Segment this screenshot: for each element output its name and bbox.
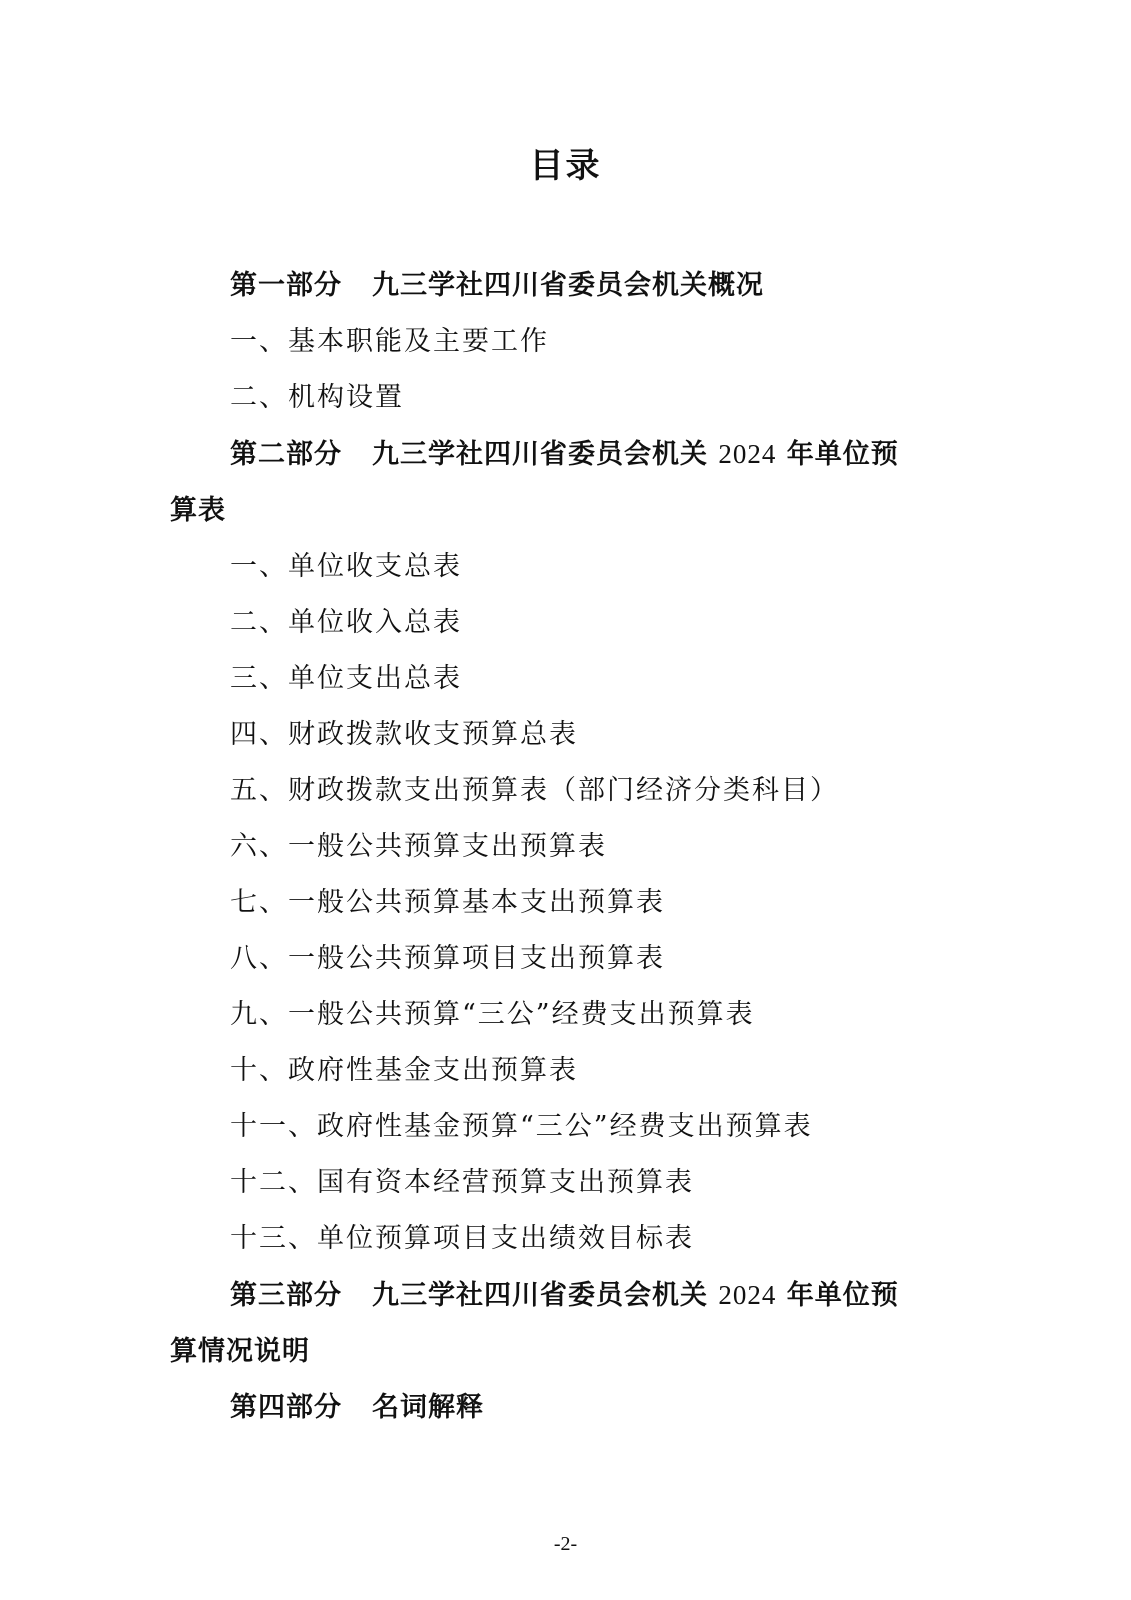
toc-item: 八、一般公共预算项目支出预算表 xyxy=(230,943,665,974)
toc-item: 五、财政拨款支出预算表（部门经济分类科目） xyxy=(230,775,839,806)
toc-part-3-year: 2024 xyxy=(718,1280,777,1310)
toc-item: 二、单位收入总表 xyxy=(230,607,462,638)
toc-item: 二、机构设置 xyxy=(230,382,404,413)
toc-item: 四、财政拨款收支预算总表 xyxy=(230,719,578,750)
toc-item: 七、一般公共预算基本支出预算表 xyxy=(230,887,665,918)
page-title: 目录 xyxy=(529,146,602,186)
toc-part-3-title-post: 年单位预 xyxy=(776,1280,899,1311)
toc-part-3-label: 第三部分 xyxy=(230,1280,342,1311)
table-of-contents xyxy=(170,258,950,1436)
toc-item: 十二、国有资本经营预算支出预算表 xyxy=(230,1167,694,1198)
toc-part-3-title-pre: 九三学社四川省委员会机关 xyxy=(372,1280,719,1311)
page-number: -2- xyxy=(553,1533,578,1555)
toc-part-4-label: 第四部分 xyxy=(230,1392,342,1423)
toc-item: 十三、单位预算项目支出绩效目标表 xyxy=(230,1223,694,1254)
toc-item: 九、一般公共预算“三公”经费支出预算表 xyxy=(230,999,755,1030)
toc-item: 六、一般公共预算支出预算表 xyxy=(230,831,607,862)
toc-part-2-year: 2024 xyxy=(718,439,777,469)
toc-part-1 xyxy=(170,258,950,314)
toc-item: 十一、政府性基金预算“三公”经费支出预算表 xyxy=(230,1111,813,1142)
toc-part-3-continued: 算情况说明 xyxy=(170,1336,310,1367)
toc-part-1-title: 九三学社四川省委员会机关概况 xyxy=(372,270,764,301)
toc-item: 一、基本职能及主要工作 xyxy=(230,326,549,357)
toc-part-3 xyxy=(170,1267,950,1324)
toc-part-4 xyxy=(170,1380,950,1436)
toc-item: 三、单位支出总表 xyxy=(230,663,462,694)
toc-part-2-title-post: 年单位预 xyxy=(776,439,899,470)
toc-part-2-title-pre: 九三学社四川省委员会机关 xyxy=(372,439,719,470)
toc-part-2-label: 第二部分 xyxy=(230,439,342,470)
toc-part-2 xyxy=(170,426,950,483)
toc-part-2-continued: 算表 xyxy=(170,495,226,526)
toc-part-1-label: 第一部分 xyxy=(230,270,342,301)
toc-part-4-title: 名词解释 xyxy=(372,1392,484,1423)
toc-item: 一、单位收支总表 xyxy=(230,551,462,582)
toc-item: 十、政府性基金支出预算表 xyxy=(230,1055,578,1086)
